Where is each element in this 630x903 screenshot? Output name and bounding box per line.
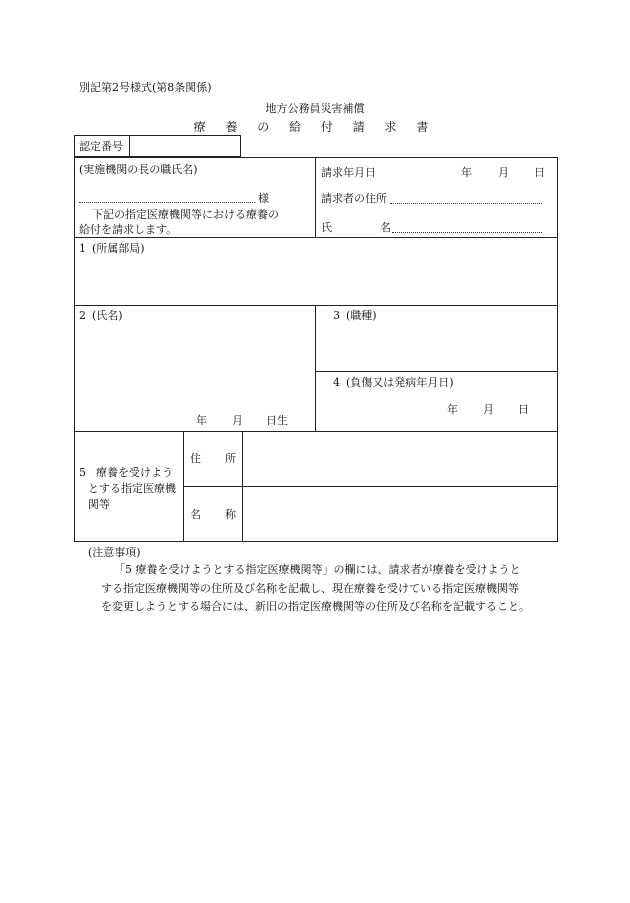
section5-address-field[interactable] — [244, 433, 556, 484]
notes-line2: する指定医療機関等の住所及び名称を記載し、現在療養を受けている指定医療機関等 — [101, 582, 519, 595]
rule-below-agency — [74, 237, 558, 238]
birth-year: 年 — [196, 414, 207, 427]
rule-below-section1 — [74, 305, 558, 306]
section5-label-line3: 関等 — [88, 498, 110, 511]
agency-name-line[interactable] — [79, 202, 255, 203]
section5-label-line2: とする指定医療機 — [88, 482, 176, 495]
request-text-line1: 下記の指定医療機関等における療養の — [92, 208, 279, 221]
notes-line3: を変更しようとする場合には、新旧の指定医療機関等の住所及び名称を記載すること。 — [101, 600, 530, 613]
claimant-name-label-1: 氏 — [321, 221, 332, 234]
rule-section5-mid — [183, 486, 558, 487]
injury-year: 年 — [447, 403, 458, 416]
claim-date-year: 年 — [461, 166, 472, 179]
notes-line1: 「5 療養を受けようとする指定医療機関等」の欄には、請求者が療養を受けようと — [114, 563, 521, 576]
cert-number-label: 認定番号 — [79, 140, 123, 153]
section2-label: (氏名) — [92, 309, 123, 322]
rule-agency-claimant — [315, 157, 316, 237]
section5-name-char2: 称 — [225, 508, 236, 521]
notes-title: (注意事項) — [88, 546, 141, 559]
form-subtitle: 地方公務員災害補償 — [265, 102, 365, 115]
claim-date-day: 日 — [534, 166, 545, 179]
claimant-name-line[interactable] — [392, 232, 542, 233]
section2-number: 2 — [79, 309, 86, 322]
birth-day: 日生 — [266, 414, 288, 427]
section1-number: 1 — [79, 242, 86, 255]
claim-date-month: 月 — [498, 166, 509, 179]
section5-address-char1: 住 — [190, 452, 201, 465]
section3-number: 3 — [333, 309, 340, 322]
injury-month: 月 — [483, 403, 494, 416]
section5-number: 5 — [79, 466, 86, 479]
claim-date-label: 請求年月日 — [321, 166, 376, 179]
rule-below-section2 — [74, 431, 558, 432]
claimant-address-label: 請求者の住所 — [321, 192, 387, 205]
request-text-line2: 給付を請求します。 — [79, 223, 178, 236]
section4-number: 4 — [333, 376, 340, 389]
form-reference: 別記第2号様式(第8条関係) — [79, 81, 212, 94]
section3-label: (職種) — [346, 309, 377, 322]
birth-month: 月 — [232, 414, 243, 427]
claimant-name-label-2: 名 — [380, 221, 391, 234]
section5-name-field[interactable] — [244, 488, 556, 540]
rule-section5-field — [242, 431, 243, 542]
section4-label: (負傷又は発病年月日) — [346, 376, 454, 389]
section5-address-char2: 所 — [225, 452, 236, 465]
form-title: 療 養 の 給 付 請 求 書 — [193, 120, 437, 134]
section5-label-line1: 療養を受けよう — [96, 466, 173, 479]
claimant-address-line[interactable] — [390, 203, 542, 204]
injury-day: 日 — [518, 403, 529, 416]
cert-number-field[interactable] — [135, 141, 235, 153]
rule-section5-label — [183, 431, 184, 542]
section1-label: (所属部局) — [92, 242, 145, 255]
sama-honorific: 様 — [258, 192, 269, 205]
agency-head-label: (実施機関の長の職氏名) — [79, 163, 198, 176]
section5-name-char1: 名 — [190, 508, 201, 521]
cert-box-divider — [129, 135, 130, 157]
rule-section2-3 — [315, 305, 316, 431]
rule-section3-4 — [315, 371, 558, 372]
